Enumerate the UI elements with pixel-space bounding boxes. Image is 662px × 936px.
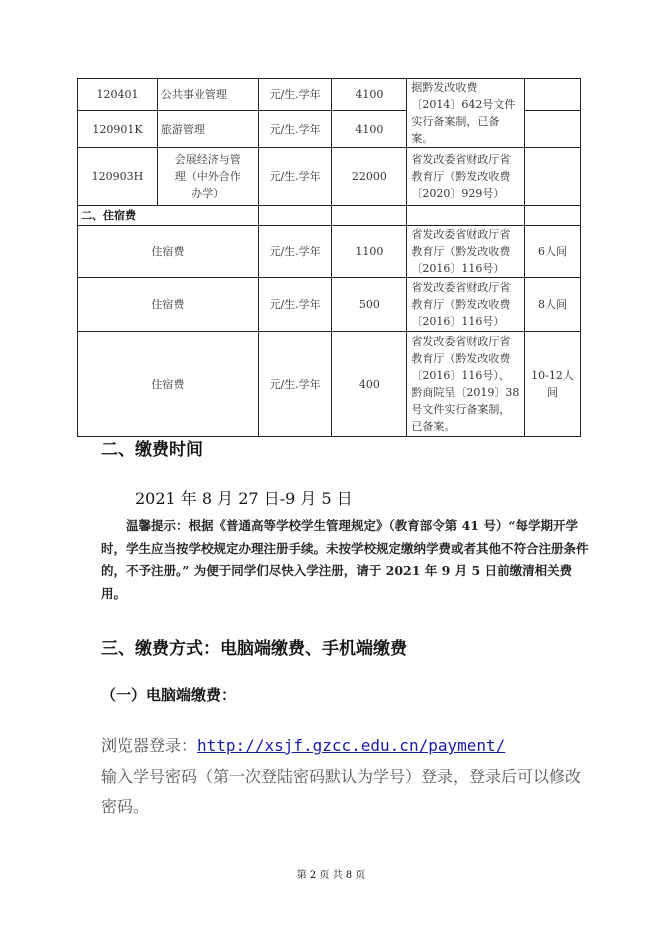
fee-table	[77, 78, 581, 437]
fee-basis: 据黔发改收费〔2014〕642号文件实行备案制，已备案。	[407, 79, 525, 148]
room-type: 10-12人间	[525, 332, 581, 437]
fee-unit: 元/生.学年	[258, 111, 332, 148]
table-row	[78, 148, 581, 206]
room-type: 8人间	[525, 278, 581, 332]
major-code: 120401	[78, 79, 158, 111]
fee-unit: 元/生.学年	[258, 226, 332, 278]
fee-basis: 省发改委省财政厅省教育厅（黔发改收费〔2020〕929号）	[407, 148, 525, 206]
table-row	[78, 278, 581, 332]
remark-cell	[525, 79, 581, 111]
fee-basis: 省发改委省财政厅省教育厅（黔发改收费〔2016〕116号）	[407, 278, 525, 332]
major-code: 120903H	[78, 148, 158, 206]
page-footer: 第 2 页 共 8 页	[296, 870, 366, 881]
fee-basis: 省发改委省财政厅省教育厅（黔发改收费〔2016〕116号）、黔商院呈〔2019〕38号文件实行备案制，已备案。	[407, 332, 525, 437]
payment-date-range: 2021 年 8 月 27 日-9 月 5 日	[135, 489, 353, 508]
table-row	[78, 226, 581, 278]
fee-unit: 元/生.学年	[258, 148, 332, 206]
lodging-item: 住宿费	[78, 278, 259, 332]
fee-unit: 元/生.学年	[258, 332, 332, 437]
table-row	[78, 79, 581, 111]
heading-payment-time: 二、缴费时间	[101, 440, 203, 460]
fee-amount: 1100	[332, 226, 407, 278]
major-name: 旅游管理	[157, 111, 258, 148]
browser-login-line	[101, 731, 591, 761]
major-name: 公共事业管理	[157, 79, 258, 111]
reminder-paragraph: 温馨提示：根据《普通高等学校学生管理规定》（教育部令第 41 号）“每学期开学时，学生应当按学校规定办理注册手续。未按学校规定缴纳学费或者其他不符合注册条件的，不予注册。” 为便于同学们尽快入学注册，请于 2021 年 9 月 5 日前缴清相关费用。	[101, 518, 589, 601]
fee-unit: 元/生.学年	[258, 79, 332, 111]
fee-unit: 元/生.学年	[258, 278, 332, 332]
fee-amount: 22000	[332, 148, 407, 206]
room-type: 6人间	[525, 226, 581, 278]
heading-payment-method: 三、缴费方式：电脑端缴费、手机端缴费	[101, 639, 407, 659]
table-row	[78, 332, 581, 437]
section-title: 二、住宿费	[78, 206, 259, 226]
lodging-item: 住宿费	[78, 226, 259, 278]
fee-amount: 4100	[332, 79, 407, 111]
login-instructions: 输入学号密码（第一次登陆密码默认为学号）登录，登录后可以修改密码。	[101, 767, 582, 816]
major-name: 会展经济与管理（中外合作办学）	[157, 148, 258, 206]
fee-basis: 省发改委省财政厅省教育厅（黔发改收费〔2016〕116号）	[407, 226, 525, 278]
payment-link[interactable]: http://xsjf.gzcc.edu.cn/payment/	[197, 736, 506, 755]
section-row	[78, 206, 581, 226]
remark-cell	[525, 148, 581, 206]
fee-amount: 4100	[332, 111, 407, 148]
subheading-pc-payment: （一）电脑端缴费：	[101, 686, 237, 704]
fee-amount: 400	[332, 332, 407, 437]
fee-amount: 500	[332, 278, 407, 332]
lodging-item: 住宿费	[78, 332, 259, 437]
browser-login-label: 浏览器登录：	[101, 736, 198, 755]
major-code: 120901K	[78, 111, 158, 148]
remark-cell	[525, 111, 581, 148]
